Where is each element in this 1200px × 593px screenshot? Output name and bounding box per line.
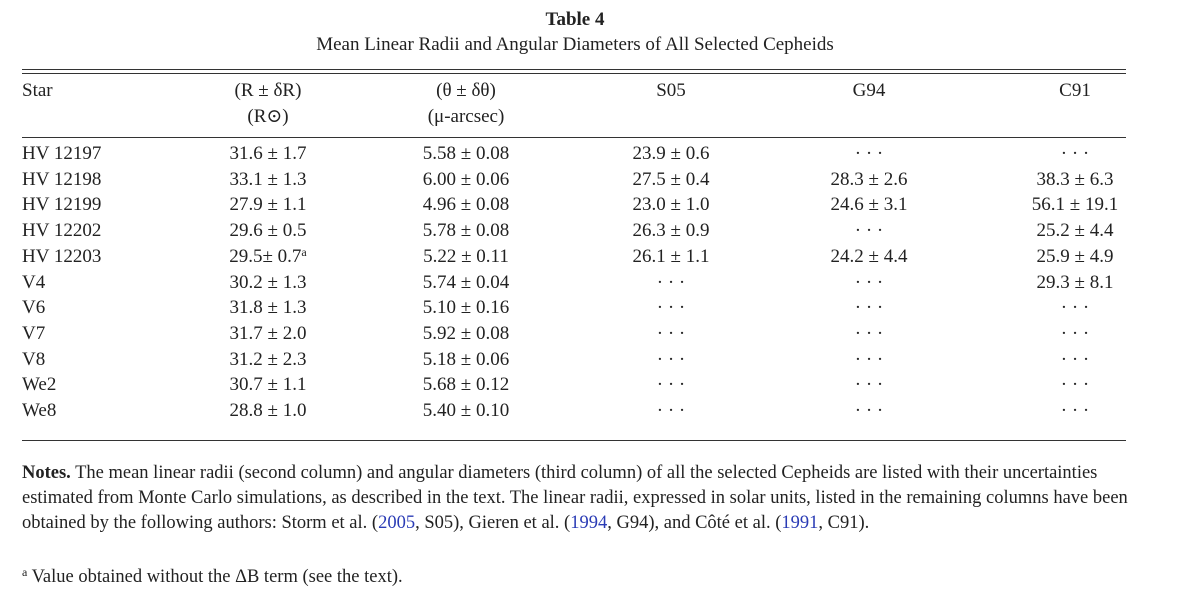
cell-star: [22, 297, 45, 319]
cell-g94-value: · · ·: [854, 374, 884, 396]
cell-theta-value: 5.78 ± 0.08: [422, 220, 510, 242]
notes-label: Notes.: [22, 463, 71, 483]
cell-star-value: HV 12199: [22, 194, 102, 216]
cell-c91: [1061, 297, 1089, 319]
cell-g94-value: 28.3 ± 2.6: [830, 168, 908, 190]
header-theta-line1: (θ ± δθ): [436, 80, 496, 101]
cell-radius-value: 29.6 ± 0.5: [229, 220, 307, 242]
cell-c91-value: 56.1 ± 19.1: [1031, 194, 1119, 216]
cell-star-value: HV 12198: [22, 168, 102, 190]
cell-radius: [230, 220, 307, 242]
footnote-text: Value obtained without the ΔB term (see the text).: [27, 567, 403, 587]
cell-radius-value: 28.8 ± 1.0: [229, 400, 307, 421]
cell-radius: [230, 297, 307, 319]
cell-c91-value: · · ·: [1060, 143, 1090, 164]
table-number: Table 4: [545, 9, 605, 30]
cell-theta-value: 6.00 ± 0.06: [422, 168, 510, 190]
cell-s05: [633, 220, 710, 242]
cell-star-value: HV 12197: [22, 143, 102, 164]
cell-theta: [423, 400, 509, 422]
cell-theta-value: 4.96 ± 0.08: [422, 194, 510, 216]
cell-s05-value: · · ·: [656, 348, 686, 370]
cell-theta: [423, 349, 509, 371]
cell-star: [22, 349, 45, 371]
top-rule: [22, 69, 1126, 70]
cell-star: [22, 272, 45, 294]
header-g94-line1: G94: [852, 80, 886, 101]
notes-text-2: , S05), Gieren et al. (: [415, 513, 571, 533]
cell-star-value: We8: [22, 400, 57, 421]
cell-g94-value: · · ·: [854, 220, 884, 242]
cell-radius: [230, 169, 307, 191]
cell-s05-value: 26.1 ± 1.1: [632, 245, 710, 267]
cell-g94-value: · · ·: [854, 322, 884, 344]
cell-theta: [423, 143, 509, 165]
cell-g94-value: 24.6 ± 3.1: [830, 194, 908, 216]
cell-star-value: We2: [22, 374, 57, 396]
cell-theta: [423, 374, 509, 396]
cell-star: [22, 220, 101, 242]
cell-radius-value: 33.1 ± 1.3: [229, 168, 307, 190]
cell-c91: [1061, 349, 1089, 371]
cell-star-value: HV 12203: [22, 245, 102, 267]
cell-radius-value: 29.5± 0.7: [229, 245, 302, 267]
cell-theta: [423, 272, 509, 294]
cell-star: [22, 400, 56, 422]
cell-star-value: V8: [22, 348, 46, 370]
cell-radius-value: 27.9 ± 1.1: [229, 194, 307, 216]
cell-c91-value: 29.3 ± 8.1: [1036, 271, 1114, 293]
cell-s05: [657, 323, 685, 345]
cell-c91: [1037, 169, 1114, 191]
cell-c91-value: · · ·: [1060, 297, 1090, 319]
cell-s05-value: · · ·: [656, 374, 686, 396]
cell-theta-value: 5.68 ± 0.12: [422, 374, 510, 396]
cell-radius: [230, 323, 307, 345]
cell-star: [22, 323, 45, 345]
notes-text-1: The mean linear radii (second column) and angular diameters (third column) of all the selected Cepheids are listed with their uncertainties estimated from Monte Carlo simulations, as described in the text. The linear radii, expressed in solar units, listed in the remaining columns have been obtained by the following authors: Storm et al. (: [22, 463, 1128, 533]
cell-g94-value: · · ·: [854, 271, 884, 293]
cell-g94-value: · · ·: [854, 143, 884, 164]
cell-s05-value: · · ·: [656, 322, 686, 344]
footnote-marker: a: [301, 244, 307, 259]
cell-s05: [633, 194, 710, 216]
cell-s05-value: · · ·: [656, 271, 686, 293]
cell-c91: [1037, 246, 1114, 268]
table-caption: Mean Linear Radii and Angular Diameters of All Selected Cepheids: [316, 34, 834, 55]
bottom-rule: [22, 440, 1126, 441]
cell-theta: [423, 246, 509, 268]
cell-s05-value: 27.5 ± 0.4: [632, 168, 710, 190]
cell-theta: [423, 220, 509, 242]
cell-c91-value: · · ·: [1060, 348, 1090, 370]
cell-star: [22, 169, 101, 191]
cell-g94: [831, 194, 908, 216]
cell-c91-value: · · ·: [1060, 322, 1090, 344]
citation-link-2005[interactable]: 2005: [378, 513, 416, 533]
cell-star-value: V6: [22, 297, 46, 319]
cell-c91-value: · · ·: [1060, 374, 1090, 396]
cell-c91: [1037, 272, 1114, 294]
cell-theta-value: 5.58 ± 0.08: [422, 143, 510, 164]
cell-radius-value: 30.2 ± 1.3: [229, 271, 307, 293]
cell-radius-value: 31.8 ± 1.3: [229, 297, 307, 319]
cell-g94: [855, 297, 883, 319]
cell-s05: [657, 400, 685, 422]
cell-g94: [831, 169, 908, 191]
cell-star: [22, 246, 101, 268]
footnote-mark: a: [22, 565, 28, 579]
cell-star-value: HV 12202: [22, 220, 102, 242]
cell-c91-value: 25.9 ± 4.9: [1036, 245, 1114, 267]
top-rule-second: [22, 73, 1126, 74]
cell-star: [22, 374, 56, 396]
cell-radius-value: 30.7 ± 1.1: [229, 374, 307, 396]
cell-radius: [230, 349, 307, 371]
citation-link-1994[interactable]: 1994: [570, 513, 608, 533]
table-notes: [22, 461, 1132, 536]
notes-text-4: , C91).: [818, 513, 870, 533]
cell-radius: [230, 374, 307, 396]
cell-theta-value: 5.10 ± 0.16: [422, 297, 510, 319]
cell-radius: [230, 400, 307, 422]
cell-radius-value: 31.7 ± 2.0: [229, 322, 307, 344]
cell-g94: [855, 349, 883, 371]
header-radius-line1: (R ± δR): [234, 80, 302, 101]
cell-star-value: V4: [22, 271, 46, 293]
cell-radius: [230, 272, 307, 294]
notes-text-3: , G94), and Côté et al. (: [607, 513, 782, 533]
cell-radius: [230, 194, 307, 216]
cell-theta-value: 5.92 ± 0.08: [422, 322, 510, 344]
cell-g94-value: · · ·: [854, 348, 884, 370]
header-c91-line1: C91: [1059, 80, 1091, 101]
header-theta-line2: (μ-arcsec): [427, 106, 505, 127]
cell-s05-value: 23.9 ± 0.6: [632, 143, 710, 164]
cell-radius: [229, 246, 307, 268]
cell-s05: [657, 349, 685, 371]
cell-c91-value: 38.3 ± 6.3: [1036, 168, 1114, 190]
cell-s05-value: · · ·: [656, 400, 686, 421]
cell-c91: [1061, 374, 1089, 396]
cell-c91: [1061, 323, 1089, 345]
cell-s05-value: 23.0 ± 1.0: [632, 194, 710, 216]
cell-theta-value: 5.74 ± 0.04: [422, 271, 510, 293]
cell-s05-value: 26.3 ± 0.9: [632, 220, 710, 242]
cell-c91: [1061, 400, 1089, 422]
header-rule: [22, 137, 1126, 138]
cell-c91: [1037, 220, 1114, 242]
cell-c91: [1061, 143, 1089, 165]
cell-c91-value: · · ·: [1060, 400, 1090, 421]
cell-g94: [855, 272, 883, 294]
cell-theta-value: 5.40 ± 0.10: [422, 400, 510, 421]
cell-s05: [657, 374, 685, 396]
cell-s05: [657, 297, 685, 319]
cell-g94: [855, 400, 883, 422]
cell-s05: [633, 169, 710, 191]
cell-theta: [423, 323, 509, 345]
footnote: [22, 566, 403, 588]
cell-g94: [855, 374, 883, 396]
header-star-line1: Star: [22, 80, 53, 101]
cell-radius-value: 31.6 ± 1.7: [229, 143, 307, 164]
cell-radius-value: 31.2 ± 2.3: [229, 348, 307, 370]
cell-star: [22, 194, 101, 216]
cell-g94: [855, 323, 883, 345]
cell-g94-value: 24.2 ± 4.4: [830, 245, 908, 267]
cell-s05-value: · · ·: [656, 297, 686, 319]
cell-g94-value: · · ·: [854, 400, 884, 421]
cell-g94: [855, 143, 883, 165]
cell-s05: [657, 272, 685, 294]
cell-c91-value: 25.2 ± 4.4: [1036, 220, 1114, 242]
cell-star-value: V7: [22, 322, 46, 344]
cell-radius: [230, 143, 307, 165]
cell-theta: [423, 297, 509, 319]
cell-g94: [855, 220, 883, 242]
cell-c91: [1032, 194, 1118, 216]
header-s05-line1: S05: [656, 80, 686, 101]
cell-theta: [423, 194, 509, 216]
cell-star: [22, 143, 101, 165]
cell-g94: [831, 246, 908, 268]
cell-g94-value: · · ·: [854, 297, 884, 319]
cell-theta-value: 5.18 ± 0.06: [422, 348, 510, 370]
cell-theta-value: 5.22 ± 0.11: [423, 245, 509, 267]
cell-theta: [423, 169, 509, 191]
citation-link-1991[interactable]: 1991: [781, 513, 819, 533]
cell-s05: [633, 143, 710, 165]
cell-s05: [633, 246, 710, 268]
header-radius-line2: (R⊙): [247, 106, 289, 127]
